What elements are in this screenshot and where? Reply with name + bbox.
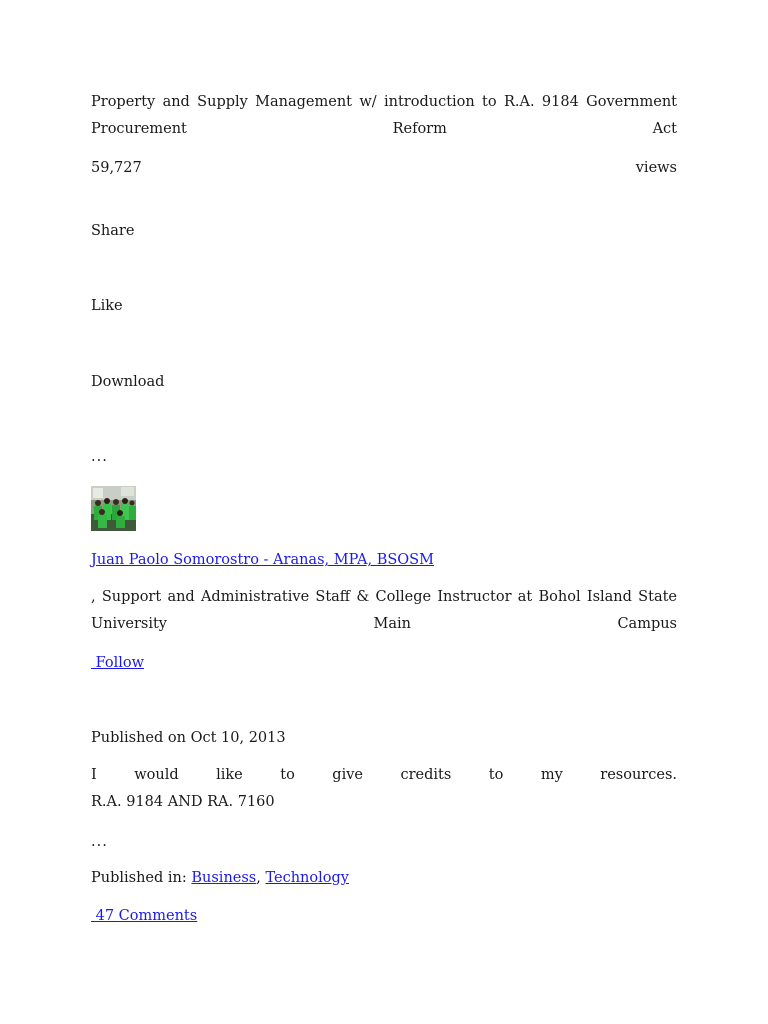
category-link-technology[interactable]: Technology (265, 870, 349, 886)
avatar-photo (91, 486, 136, 531)
author-name-link[interactable]: Juan Paolo Somorostro - Aranas, MPA, BSOSM (91, 552, 434, 568)
views-row (91, 158, 677, 178)
category-link-business[interactable]: Business (191, 870, 257, 886)
published-date: Published on Oct 10, 2013 (91, 730, 286, 746)
share-button[interactable]: Share (91, 223, 135, 239)
published-in-row (91, 868, 677, 888)
description (91, 762, 677, 816)
views-count: 59,727 (91, 160, 142, 176)
download-button[interactable]: Download (91, 374, 165, 390)
description-line-2: R.A. 9184 AND RA. 7160 (91, 794, 275, 810)
description-line-1: I would like to give credits to my resources. (91, 767, 677, 783)
author-name-row (91, 550, 677, 570)
category-separator: , (256, 870, 266, 886)
description-more-button[interactable]: ... (91, 834, 108, 850)
views-label: views (635, 160, 677, 176)
follow-row (91, 653, 677, 673)
author-headline: , Support and Administrative Staff & College Instructor at Bohol Island State University Main Campus (91, 589, 677, 632)
more-actions-button[interactable]: ... (91, 449, 108, 465)
published-in-label: Published in: (91, 870, 192, 886)
comments-row (91, 906, 677, 926)
follow-button[interactable]: Follow (91, 655, 145, 671)
like-button[interactable]: Like (91, 298, 123, 314)
comments-link[interactable]: 47 Comments (91, 908, 198, 924)
document-title: Property and Supply Management w/ introduction to R.A. 9184 Government Procurement Reform Act (91, 94, 677, 137)
avatar[interactable] (91, 486, 136, 531)
